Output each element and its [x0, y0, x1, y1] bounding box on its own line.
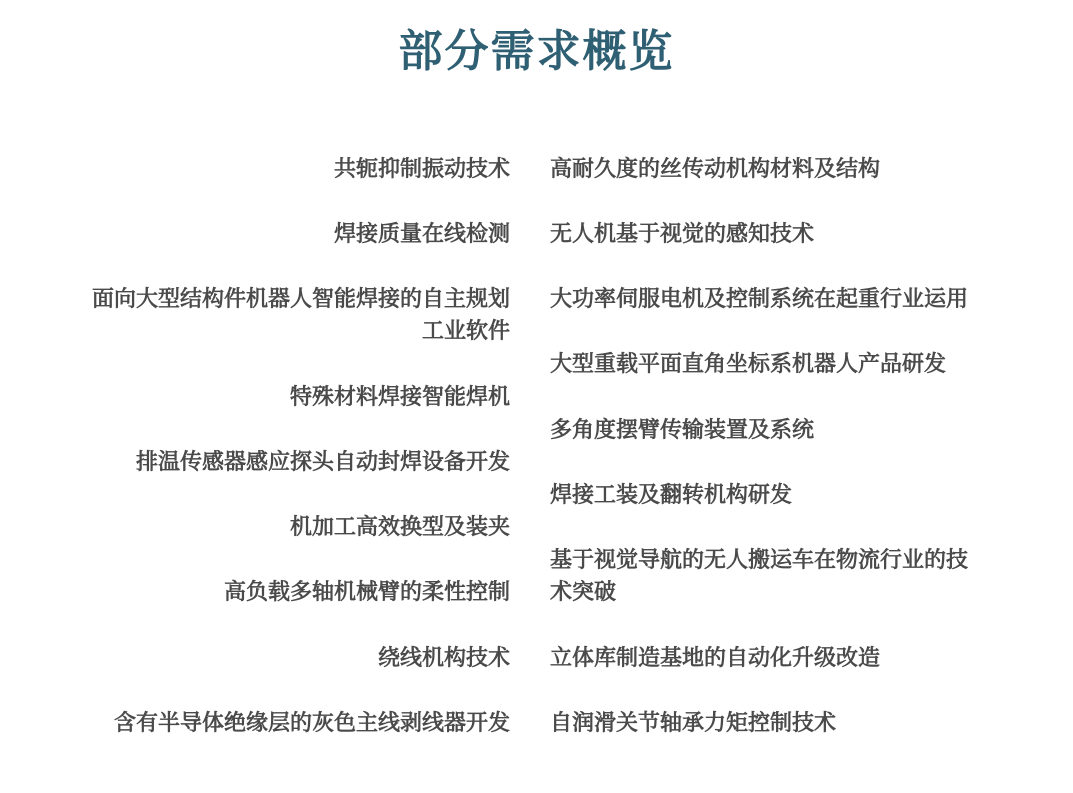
right-item-7: 基于视觉导航的无人搬运车在物流行业的技	[550, 548, 969, 573]
left-item-1: 共轭抑制振动技术	[333, 157, 510, 182]
left-item-6: 机加工高效换型及装夹	[289, 515, 510, 540]
left-item-2: 焊接质量在线检测	[333, 222, 510, 247]
left-item-3: 面向大型结构件机器人智能焊接的自主规划	[91, 287, 510, 312]
right-item-8: 立体库制造基地的自动化升级改造	[550, 646, 881, 671]
right-item-7-continued: 术突破	[550, 580, 617, 605]
page-title: 部分需求概览	[398, 26, 675, 77]
right-item-3: 大功率伺服电机及控制系统在起重行业运用	[550, 287, 969, 312]
right-item-4: 大型重载平面直角坐标系机器人产品研发	[550, 352, 947, 377]
right-item-9: 自润滑关节轴承力矩控制技术	[550, 711, 837, 736]
right-item-2: 无人机基于视觉的感知技术	[550, 222, 815, 247]
left-item-8: 绕线机构技术	[377, 646, 510, 671]
left-item-3-continued: 工业软件	[421, 319, 510, 344]
left-item-4: 特殊材料焊接智能焊机	[289, 385, 510, 410]
right-item-1: 高耐久度的丝传动机构材料及结构	[550, 157, 881, 182]
right-item-6: 焊接工装及翻转机构研发	[550, 483, 793, 508]
left-item-7: 高负载多轴机械臂的柔性控制	[223, 580, 510, 605]
left-item-5: 排温传感器感应探头自动封焊设备开发	[135, 450, 510, 475]
left-item-9: 含有半导体绝缘层的灰色主线剥线器开发	[113, 711, 510, 736]
right-item-5: 多角度摆臂传输装置及系统	[550, 418, 815, 443]
